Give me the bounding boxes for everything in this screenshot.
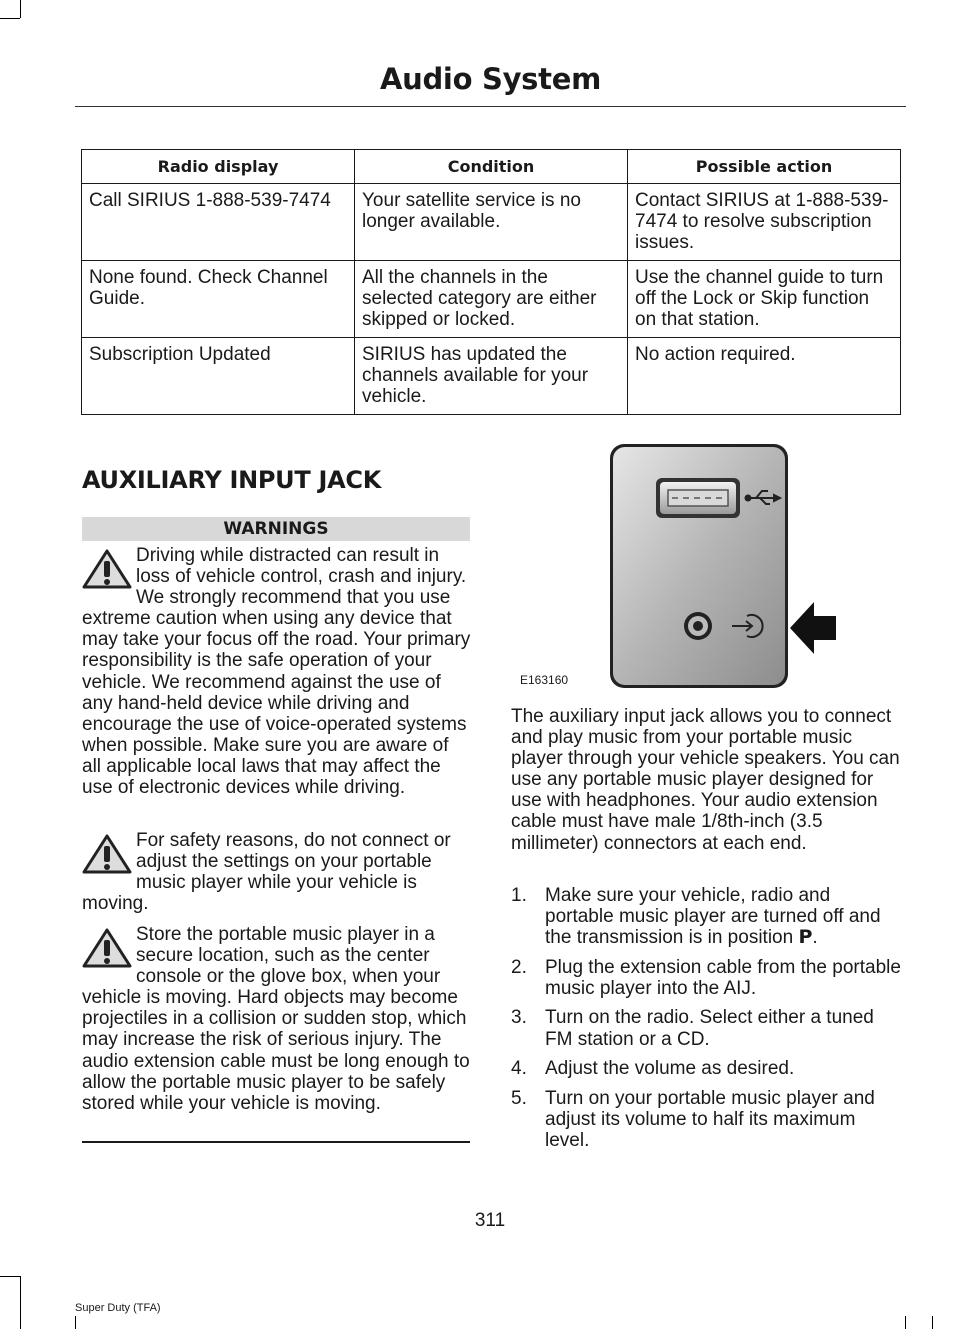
list-item (511, 957, 903, 999)
transmission-position: P (798, 926, 813, 949)
warning-triangle-icon (82, 927, 132, 969)
table-cell: SIRIUS has updated the channels available for your vehicle. (355, 338, 628, 415)
table-header-row (82, 150, 901, 184)
warning-triangle-icon (82, 833, 132, 875)
warning-triangle-icon (82, 548, 132, 590)
footer-model-label: Super Duty (TFA) (75, 1302, 161, 1314)
warning-text: Store the portable music player in a secure location, such as the center console or the glove box, when your vehicle is moving. Hard objects may become projectiles in a collision or sudden stop, which may increase the risk of serious injury. The audio extension cable must be long enough to allow the portable music player to be safely stored while your vehicle is moving. (82, 924, 470, 1114)
table-cell: No action required. (628, 338, 901, 415)
crop-mark (20, 0, 21, 18)
column-header: Possible action (628, 150, 901, 184)
instruction-steps (511, 885, 903, 1160)
intro-paragraph: The auxiliary input jack allows you to connect and play music from your portable music player through your vehicle speakers. You can use any portable music player designed for use with headphones. Your audio extension cable must have male 1/8th-inch (3.5 millimeter) connectors at each end. (511, 706, 900, 854)
crop-mark (0, 18, 20, 19)
table-row (82, 184, 901, 261)
step-text: Turn on the radio. Select either a tuned FM station or a CD. (545, 1007, 874, 1050)
step-text-tail: . (812, 927, 818, 949)
step-number: 2. (511, 956, 527, 978)
warning-block (82, 830, 472, 914)
warning-text: For safety reasons, do not connect or adjust the settings on your portable music player while your vehicle is moving. (82, 830, 451, 915)
column-header: Radio display (82, 150, 355, 184)
table-cell: Use the channel guide to turn off the Lock or Skip function on that station. (628, 261, 901, 338)
list-item (511, 885, 903, 948)
table-cell: Subscription Updated (82, 338, 355, 415)
table-row (82, 261, 901, 338)
title-divider (75, 106, 906, 107)
table-cell: Your satellite service is no longer available. (355, 184, 628, 261)
list-item (511, 1058, 903, 1079)
list-item (511, 1007, 903, 1049)
aux-input-panel-illustration (512, 440, 902, 692)
crop-mark (932, 1316, 933, 1329)
table-cell: Contact SIRIUS at 1-888-539-7474 to resolve subscription issues. (628, 184, 901, 261)
table-cell: All the channels in the selected category are either skipped or locked. (355, 261, 628, 338)
warning-block (82, 924, 472, 1114)
crop-mark (75, 1316, 76, 1329)
step-text: Plug the extension cable from the portable music player into the AIJ. (545, 956, 901, 999)
step-text: Turn on your portable music player and adjust its volume to half its maximum level. (545, 1087, 875, 1151)
warnings-end-divider (82, 1141, 470, 1143)
aux-jack-icon (684, 612, 712, 640)
list-item (511, 1088, 903, 1151)
crop-mark (0, 1276, 20, 1277)
page-number: 311 (474, 1210, 506, 1231)
pointer-arrow-icon (790, 602, 836, 654)
warning-block (82, 545, 472, 798)
step-number: 1. (511, 885, 527, 906)
step-text: Make sure your vehicle, radio and portable music player are turned off and the transmission is in position (545, 885, 881, 949)
section-heading: AUXILIARY INPUT JACK (82, 466, 381, 494)
crop-mark (20, 1276, 21, 1329)
page-title: Audio System (379, 62, 601, 96)
step-text: Adjust the volume as desired. (545, 1058, 795, 1080)
radio-message-table (81, 149, 901, 415)
figure-id-label: E163160 (520, 673, 569, 687)
usb-port-icon (656, 478, 740, 518)
warnings-label: WARNINGS (82, 517, 470, 541)
table-cell: None found. Check Channel Guide. (82, 261, 355, 338)
column-header: Condition (355, 150, 628, 184)
table-row (82, 338, 901, 415)
step-number: 5. (511, 1087, 527, 1109)
crop-mark (905, 1316, 906, 1329)
table-cell: Call SIRIUS 1-888-539-7474 (82, 184, 355, 261)
step-number: 4. (511, 1058, 527, 1080)
step-number: 3. (511, 1007, 527, 1029)
warning-text: Driving while distracted can result in loss of vehicle control, crash and injury. We strongly recommend that you use extreme caution when using any device that may take your focus off the road. Your primary responsibility is the safe operation of your vehicle. We recommend against the use of any hand-held device while driving and encourage the use of voice-operated systems when possible. Make sure you are aware of all applicable local laws that may affect the use of electronic devices while driving. (82, 545, 471, 799)
